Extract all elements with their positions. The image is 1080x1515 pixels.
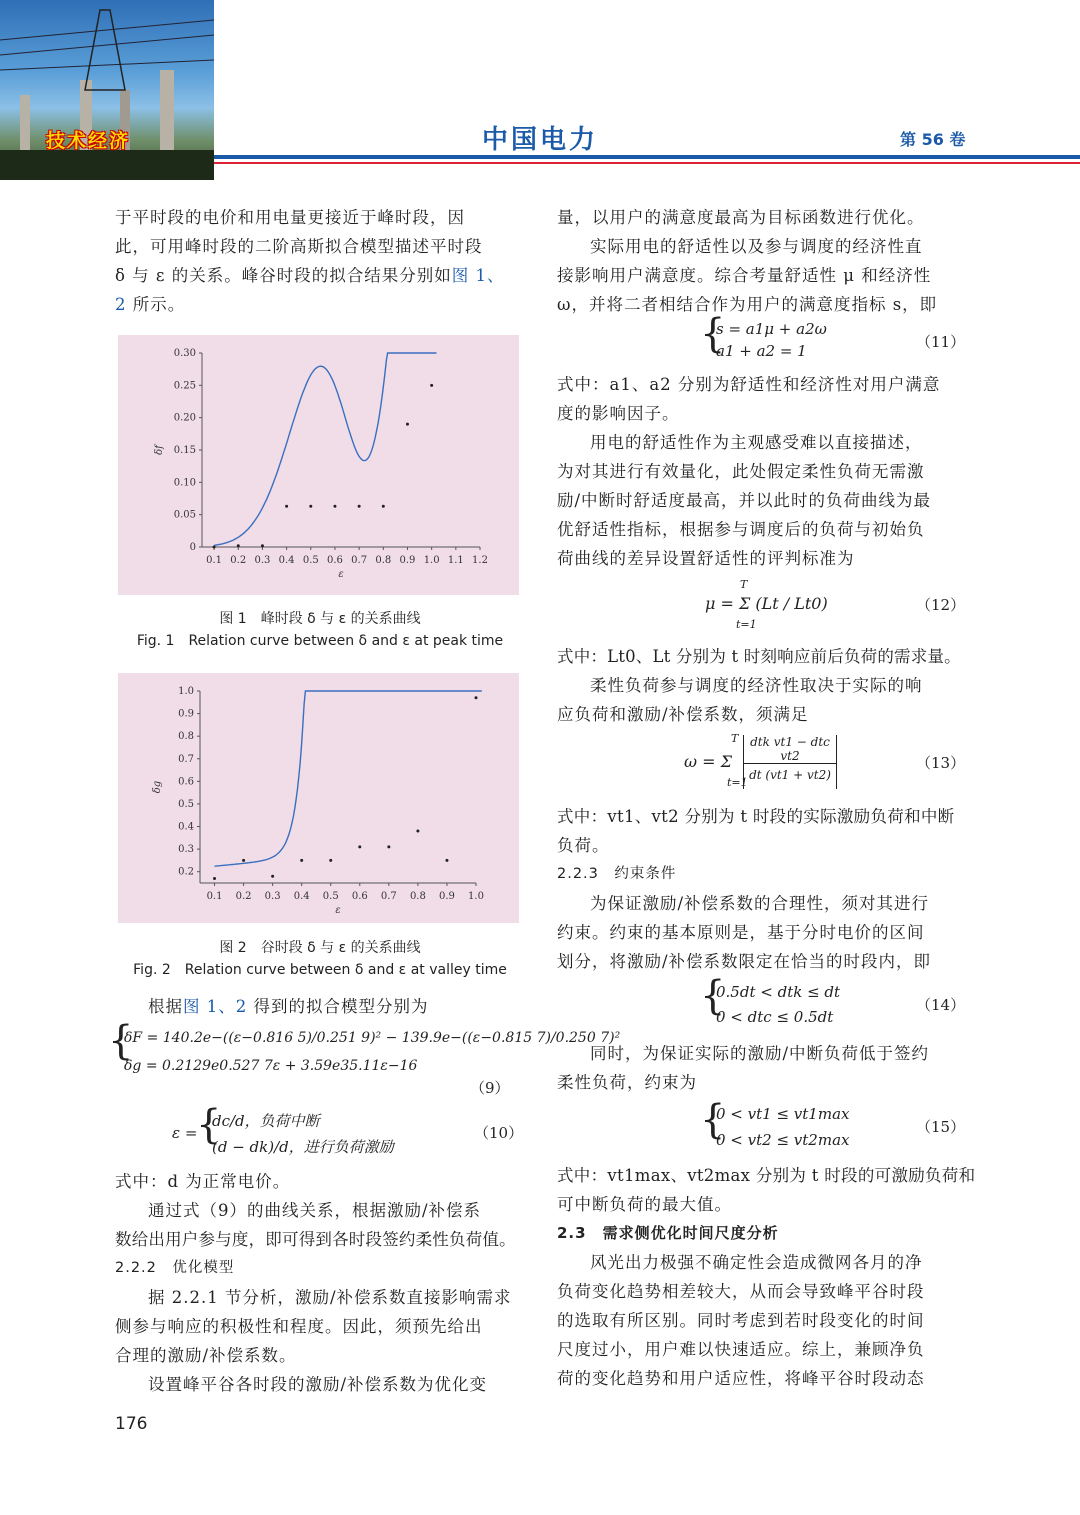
x-tick-label: 0.3	[264, 891, 281, 902]
equation-13-denominator: dt (vt1 + vt2)	[749, 768, 831, 782]
equation-12-number: （12）	[916, 596, 966, 614]
x-tick-label: 0.6	[327, 555, 343, 566]
data-point	[271, 875, 274, 878]
right-text-1	[557, 203, 967, 319]
data-point	[445, 859, 448, 862]
equation-brace: {	[700, 1097, 726, 1143]
data-point	[285, 505, 288, 508]
caption-cn: 图 2 谷时段 δ 与 ε 的关系曲线	[219, 940, 421, 956]
figure-ref-link[interactable]: 图 1、2	[183, 997, 248, 1016]
data-point	[213, 546, 216, 549]
text-line: 荷曲线的差异设置舒适性的评判标准为	[557, 549, 855, 568]
text-span: 所示。	[126, 295, 186, 314]
volume-label: 第 56 卷	[900, 130, 966, 149]
section-heading: 2.3 需求侧优化时间尺度分析	[557, 1224, 779, 1242]
x-tick-label: 0.2	[235, 891, 252, 902]
data-point	[387, 845, 390, 848]
equation-15-line2: 0 < vt2 ≤ vt2max	[716, 1131, 850, 1149]
equation-13-numerator: dtk vt1 − dtc vt2	[744, 735, 836, 764]
text-line: 用电的舒适性作为主观感受难以直接描述，	[590, 433, 923, 452]
text-line: 度的影响因子。	[557, 404, 680, 423]
text-line	[115, 992, 525, 1021]
right-text-2	[557, 370, 967, 573]
x-tick-label: 0.8	[375, 555, 392, 566]
text-span: 根据	[148, 997, 183, 1016]
x-tick-label: 1.1	[447, 555, 464, 566]
x-tick-label: 0.7	[351, 555, 368, 566]
data-point	[300, 859, 303, 862]
x-tick-label: 0.4	[278, 555, 295, 566]
x-tick-label: 0.5	[322, 891, 339, 902]
figure-1-caption	[115, 608, 525, 652]
equation-14-line1: 0.5dt < dtk ≤ dt	[716, 983, 841, 1001]
equation-14-number: （14）	[916, 996, 966, 1014]
text-line: 荷的变化趋势和用户适应性，将峰平谷时段动态	[557, 1369, 925, 1388]
x-tick-label: 0.6	[351, 891, 368, 902]
text-line: 负荷变化趋势相差较大，从而会导致峰平谷时段	[557, 1282, 925, 1301]
x-tick-label: 0.8	[409, 891, 426, 902]
equation-11-number: （11）	[916, 333, 966, 351]
caption-en: Fig. 2 Relation curve between δ and ε at valley time	[133, 962, 507, 978]
data-point	[242, 859, 245, 862]
y-tick-label: 0	[189, 542, 196, 553]
equation-13-upper: T	[731, 732, 739, 745]
x-tick-label: 1.2	[472, 555, 488, 566]
y-tick-label: 0.8	[178, 731, 194, 743]
y-tick-label: 0.15	[173, 445, 196, 456]
data-point	[416, 830, 419, 833]
y-tick-label: 0.25	[173, 380, 196, 392]
equation-13-lhs: ω = Σ	[684, 752, 732, 771]
y-tick-label: 0.10	[173, 477, 196, 489]
equation-13-abs	[743, 735, 837, 789]
equation-12-upper: T	[740, 578, 748, 591]
x-axis-label: ε	[338, 569, 344, 580]
page-number: 176	[115, 1414, 148, 1434]
text-line	[115, 261, 525, 290]
text-line: 合理的激励/补偿系数。	[115, 1346, 297, 1365]
text-line: 式中：Lt0、Lt 分别为 t 时刻响应前后负荷的需求量。	[557, 647, 961, 666]
text-line: 应负荷和激励/补偿系数，须满足	[557, 705, 809, 724]
equation-15-number: （15）	[916, 1118, 966, 1136]
text-line: ω，并将二者相结合作为用户的满意度指标 s，即	[557, 295, 938, 314]
figure-ref-link[interactable]: 2	[115, 295, 127, 314]
fit-curve	[215, 691, 482, 866]
equation-brace: {	[196, 1102, 222, 1148]
x-tick-label: 1.0	[468, 891, 484, 902]
text-line: 侧参与响应的积极性和程度。因此，须预先给出	[115, 1317, 483, 1336]
text-line: 接影响用户满意度。综合考量舒适性 μ 和经济性	[557, 266, 932, 285]
equation-15-line1: 0 < vt1 ≤ vt1max	[716, 1105, 850, 1123]
x-tick-label: 0.2	[230, 555, 247, 566]
x-tick-label: 0.3	[254, 555, 271, 566]
journal-title: 中国电力	[482, 125, 599, 155]
text-line: 风光出力极强不确定性会造成微网各月的净	[590, 1253, 923, 1272]
x-tick-label: 0.5	[302, 555, 319, 566]
equation-14-line2: 0 < dtc ≤ 0.5dt	[716, 1008, 834, 1026]
data-point	[475, 696, 478, 699]
data-point	[237, 544, 240, 547]
text-line: 于平时段的电价和用电量更接近于峰时段，因	[115, 208, 465, 227]
equation-12-lower: t=1	[736, 618, 757, 631]
x-axis-label: ε	[335, 905, 341, 916]
text-line: 划分，将激励/补偿系数限定在恰当的时段内，即	[557, 952, 932, 971]
text-line: 据 2.2.1 节分析，激励/补偿系数直接影响需求	[148, 1288, 512, 1307]
equation-13-lower: t=1	[727, 776, 748, 789]
text-span: 得到的拟合模型分别为	[247, 997, 429, 1016]
left-body-text	[115, 1167, 525, 1399]
fit-curve	[214, 353, 436, 545]
right-text-4	[557, 802, 977, 976]
y-axis-label: δf	[154, 445, 165, 455]
data-point	[382, 505, 385, 508]
y-tick-label: 0.30	[173, 348, 196, 359]
equation-9-line2: δg = 0.2129e0.527 7ε + 3.59e35.11ε−16	[124, 1058, 418, 1074]
y-tick-label: 1.0	[178, 686, 194, 697]
text-line: 此，可用峰时段的二阶高斯拟合模型描述平时段	[115, 237, 483, 256]
y-tick-label: 0.20	[173, 412, 196, 424]
data-point	[213, 877, 216, 880]
equation-9-number: （9）	[470, 1079, 510, 1097]
text-line: 柔性负荷，约束为	[557, 1073, 697, 1092]
equation-11-line2: a1 + a2 = 1	[716, 342, 807, 360]
right-text-5	[557, 1039, 967, 1097]
text-line: 优舒适性指标，根据参与调度后的负荷与初始负	[557, 520, 925, 539]
power-plant-illustration	[0, 0, 214, 180]
text-line: 式中：vt1、vt2 分别为 t 时段的实际激励负荷和中断	[557, 807, 955, 826]
section-heading: 2.2.2 优化模型	[115, 1260, 235, 1276]
equation-12: μ = Σ (Lt / Lt0)	[705, 594, 828, 613]
data-point	[406, 423, 409, 426]
figure-1	[118, 335, 519, 595]
x-tick-label: 0.1	[206, 891, 223, 902]
header-banner-image	[0, 0, 214, 180]
x-tick-label: 0.9	[399, 555, 416, 566]
equation-10-line1: dc/d，负荷中断	[212, 1112, 320, 1130]
text-line: 量，以用户的满意度最高为目标函数进行优化。	[557, 208, 925, 227]
right-text-6	[557, 1161, 977, 1393]
figure-ref-link[interactable]: 图 1、	[451, 266, 505, 285]
data-point	[261, 544, 264, 547]
text-line	[115, 290, 525, 319]
text-span: δ 与 ε 的关系。峰谷时段的拟合结果分别如	[115, 266, 452, 285]
text-line: 的选取有所区别。同时考虑到若时段变化的时间	[557, 1311, 925, 1330]
text-line: 励/中断时舒适度最高，并以此时的负荷曲线为最	[557, 491, 932, 510]
left-intro-text	[115, 203, 525, 319]
y-tick-label: 0.2	[178, 866, 194, 878]
text-line: 尺度过小，用户难以快速适应。综上，兼顾净负	[557, 1340, 925, 1359]
equation-10-line2: (d − dk)/d，进行负荷激励	[212, 1138, 394, 1156]
text-line: 数给出用户参与度，即可得到各时段签约柔性负荷值。	[115, 1230, 516, 1249]
y-axis-label: δg	[152, 780, 163, 794]
section-badge: 技术经济	[46, 130, 131, 152]
figure-2-chart	[118, 673, 519, 923]
equation-10-number: （10）	[474, 1124, 524, 1142]
y-tick-label: 0.9	[178, 708, 194, 720]
x-tick-label: 0.1	[206, 555, 223, 566]
left-fit-intro	[115, 992, 525, 1021]
text-line: 式中：a1、a2 分别为舒适性和经济性对用户满意	[557, 375, 941, 394]
data-point	[333, 505, 336, 508]
equation-brace: {	[108, 1018, 134, 1064]
header-rule-red	[214, 162, 1080, 164]
data-point	[309, 505, 312, 508]
header-rule-blue	[214, 155, 1080, 159]
text-line: 设置峰平谷各时段的激励/补偿系数为优化变	[148, 1375, 488, 1394]
text-line: 为对其进行有效量化，此处假定柔性负荷无需激	[557, 462, 925, 481]
y-tick-label: 0.7	[178, 753, 194, 765]
text-line: 约束。约束的基本原则是，基于分时电价的区间	[557, 923, 925, 942]
x-tick-label: 0.9	[438, 891, 455, 902]
x-tick-label: 1.0	[423, 555, 440, 566]
text-line: 可中断负荷的最大值。	[557, 1195, 732, 1214]
equation-9-line1: δF = 140.2e−((ε−0.816 5)/0.251 9)² − 139.9e−((ε−0.815 7)/0.250 7)²	[124, 1030, 621, 1046]
data-point	[358, 505, 361, 508]
section-heading: 2.2.3 约束条件	[557, 866, 677, 882]
right-text-3	[557, 642, 977, 729]
text-line: 式中：d 为正常电价。	[115, 1172, 291, 1191]
equation-11-line1: s = a1μ + a2ω	[716, 320, 827, 338]
text-line: 式中：vt1max、vt2max 分别为 t 时段的可激励负荷和	[557, 1166, 976, 1185]
equation-brace: {	[700, 311, 726, 357]
equation-10-lhs: ε =	[172, 1124, 198, 1142]
x-tick-label: 0.4	[293, 891, 310, 902]
y-tick-label: 0.5	[178, 798, 194, 810]
y-tick-label: 0.3	[178, 844, 194, 856]
text-line: 实际用电的舒适性以及参与调度的经济性直	[590, 237, 923, 256]
caption-en: Fig. 1 Relation curve between δ and ε at peak time	[136, 633, 504, 649]
y-tick-label: 0.6	[178, 776, 194, 788]
figure-2-caption	[115, 937, 525, 981]
figure-2	[118, 673, 519, 923]
data-point	[430, 384, 433, 387]
text-line: 通过式（9）的曲线关系，根据激励/补偿系	[148, 1201, 482, 1220]
data-point	[329, 859, 332, 862]
text-line: 同时，为保证实际的激励/中断负荷低于签约	[590, 1044, 930, 1063]
y-tick-label: 0.4	[178, 821, 194, 833]
text-line: 柔性负荷参与调度的经济性取决于实际的响	[590, 676, 923, 695]
y-tick-label: 0.05	[173, 509, 196, 521]
caption-cn: 图 1 峰时段 δ 与 ε 的关系曲线	[219, 611, 421, 627]
text-line: 负荷。	[557, 836, 610, 855]
text-line: 为保证激励/补偿系数的合理性，须对其进行	[590, 894, 930, 913]
data-point	[358, 845, 361, 848]
equation-brace: {	[700, 973, 726, 1019]
figure-1-chart	[118, 335, 519, 595]
x-tick-label: 0.7	[380, 891, 397, 902]
equation-13-number: （13）	[916, 754, 966, 772]
